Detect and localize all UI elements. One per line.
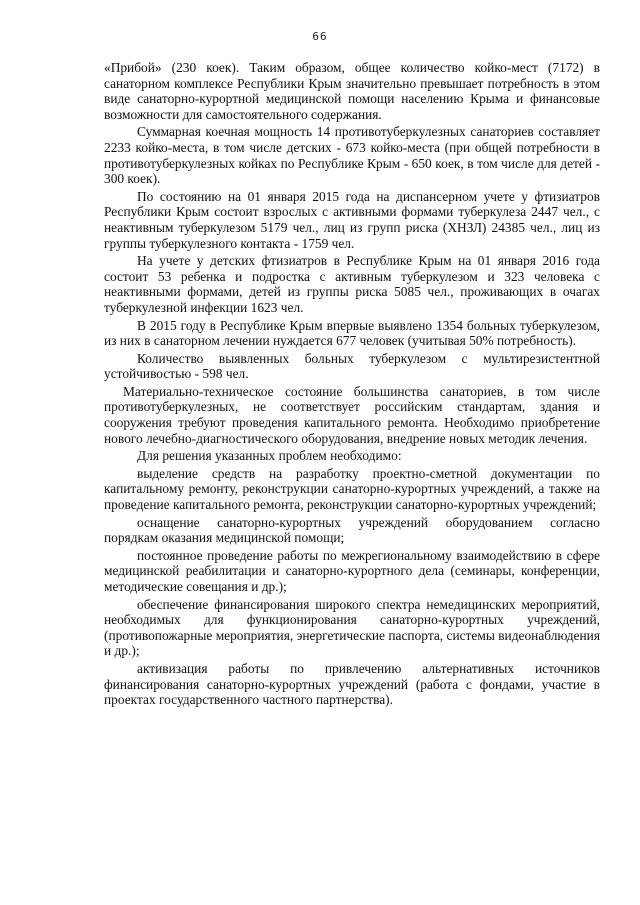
paragraph-multiresistant: Количество выявленных больных туберкулезом с мультирезистентной устойчивостью - 598 чел. bbox=[104, 350, 600, 382]
list-item-equipment: оснащение санаторно-курортных учреждений оборудованием согласно порядкам оказания медицинской помощи; bbox=[104, 514, 600, 546]
list-item-alternative-sources: активизация работы по привлечению альтернативных источников финансирования санаторно-курортных учреждений (работа с фондами, участие в проектах государственного частного партнерства). bbox=[104, 660, 600, 708]
list-item-design-documentation: выделение средств на разработку проектно-сметной документации по капитальному ремонту, реконструкции санаторно-курортных учреждений, а также на проведение капитального ремонта, реконструкции санаторно-курортных учреждений; bbox=[104, 465, 600, 513]
paragraph-new-cases-2015: В 2015 году в Республике Крым впервые выявлено 1354 больных туберкулезом, из них в санаторном лечении нуждается 677 человек (учитывая 50% потребность). bbox=[104, 317, 600, 349]
paragraph-beds-total: «Прибой» (230 коек). Таким образом, общее количество койко-мест (7172) в санаторном комплексе Республики Крым значительно превышает потребность в этом виде санаторно-курортной медицинской помощи населению Крыма и финансовые возможности для самостоятельного содержания. bbox=[104, 60, 600, 122]
paragraph-solution-intro: Для решения указанных проблем необходимо: bbox=[137, 448, 402, 464]
paragraph-sanatorium-capacity: Суммарная коечная мощность 14 противотуберкулезных санаториев составляет 2233 койко-места, в том числе детских - 673 койко-места (при общей потребности в противотуберкулезных койках по Республике Крым - 650 коек, в том числе для детей - 300 коек). bbox=[104, 124, 600, 187]
paragraph-material-state: Материально-техническое состояние большинства санаториев, в том числе противотуберкулезных, не соответствует российским стандартам, здания и сооружения требуют проведения капитального ремонта. Необходимо приобретение нового лечебно-диагностического оборудования, внедрение новых методик лечения. bbox=[104, 383, 600, 446]
paragraph-dispensary-children: На учете у детских фтизиатров в Республике Крым на 01 января 2016 года состоит 53 ребенка и подростка с активным туберкулезом и 323 человека с неактивными формами, детей из группы риска 5085 чел., проживающих в очагах туберкулезной инфекции 1623 чел. bbox=[104, 253, 600, 315]
list-item-interregional: постоянное проведение работы по межрегиональному взаимодействию в сфере медицинской реабилитации и санаторно-курортного дела (семинары, конференции, методические совещания и др.); bbox=[104, 547, 600, 594]
page-number: 66 bbox=[312, 30, 328, 43]
paragraph-dispensary-adults: По состоянию на 01 января 2015 года на диспансерном учете у фтизиатров Республики Крым состоит взрослых с активными формами туберкулеза 2447 чел., с неактивным туберкулезом 5179 чел., лиц из групп риска (ХНЗЛ) 24385 чел., лиц из группы туберкулезного контакта - 1759 чел. bbox=[104, 188, 600, 251]
document-body bbox=[104, 60, 600, 710]
list-item-financing: обеспечение финансирования широкого спектра немедицинских мероприятий, необходимых для функционирования санаторно-курортных учреждений, (противопожарные мероприятия, энергетические паспорта, системы видеонаблюдения и др.); bbox=[104, 596, 600, 659]
